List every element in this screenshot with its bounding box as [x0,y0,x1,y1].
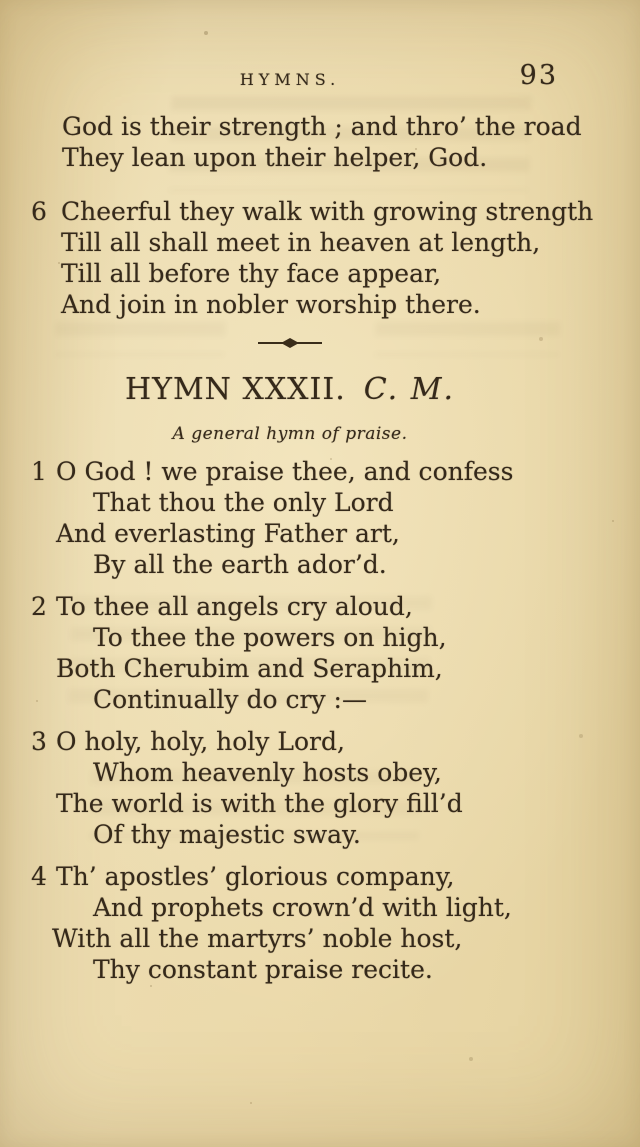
verse-line: The world is with the glory fill’d [56,789,463,818]
verse-line: And prophets crown’d with light, [93,893,512,922]
stanza-4 [0,861,640,985]
divider-ornament-icon [257,337,323,349]
verse-line: That thou the only Lord [93,488,394,517]
stanza-6 [0,196,640,320]
verse-line: Continually do cry :— [93,685,367,714]
verse-line: To thee all angels cry aloud, [56,592,413,621]
verse-line: To thee the powers on high, [93,623,447,652]
verse-line: Of thy majestic sway. [93,820,361,849]
verse-line: By all the earth ador’d. [93,550,387,579]
stanza-number: 6 [31,197,47,226]
stanza-number: 4 [31,862,47,891]
verse-line: Till all before thy face appear, [61,259,442,288]
verse-line: God is their strength ; and thro’ the road [62,112,582,141]
stanza-number: 3 [31,727,47,756]
stanza-5-continued [0,111,640,173]
hymn-subtitle: A general hymn of praise. [172,424,408,444]
hymn-title: HYMN XXXII. [125,372,346,407]
hymn-meter: C. M. [363,372,455,407]
running-head: HYMNS. [239,70,341,89]
stanza-2 [0,591,640,715]
stanza-number: 1 [31,457,47,486]
stanza-1 [0,456,640,580]
verse-line: Cheerful they walk with growing strength [61,197,594,226]
verse-line: And join in nobler worship there. [61,290,481,319]
verse-line: Thy constant praise recite. [93,955,433,984]
verse-line: Both Cherubim and Seraphim, [56,654,443,683]
stanza-number: 2 [31,592,47,621]
page-number: 93 [519,60,558,91]
verse-line: O holy, holy, holy Lord, [56,727,345,756]
verse-line: Whom heavenly hosts obey, [93,758,442,787]
verse-line: Till all shall meet in heaven at length, [61,228,541,257]
verse-line: O God ! we praise thee, and confess [56,457,514,486]
verse-line: They lean upon their helper, God. [62,143,488,172]
verse-line: And everlasting Father art, [56,519,400,548]
stanza-3 [0,726,640,850]
paper-specks [0,0,2,2]
hymn-heading [0,372,580,407]
verse-line: Th’ apostles’ glorious company, [56,862,455,891]
verse-line: With all the martyrs’ noble host, [52,924,463,953]
section-divider [0,334,580,353]
